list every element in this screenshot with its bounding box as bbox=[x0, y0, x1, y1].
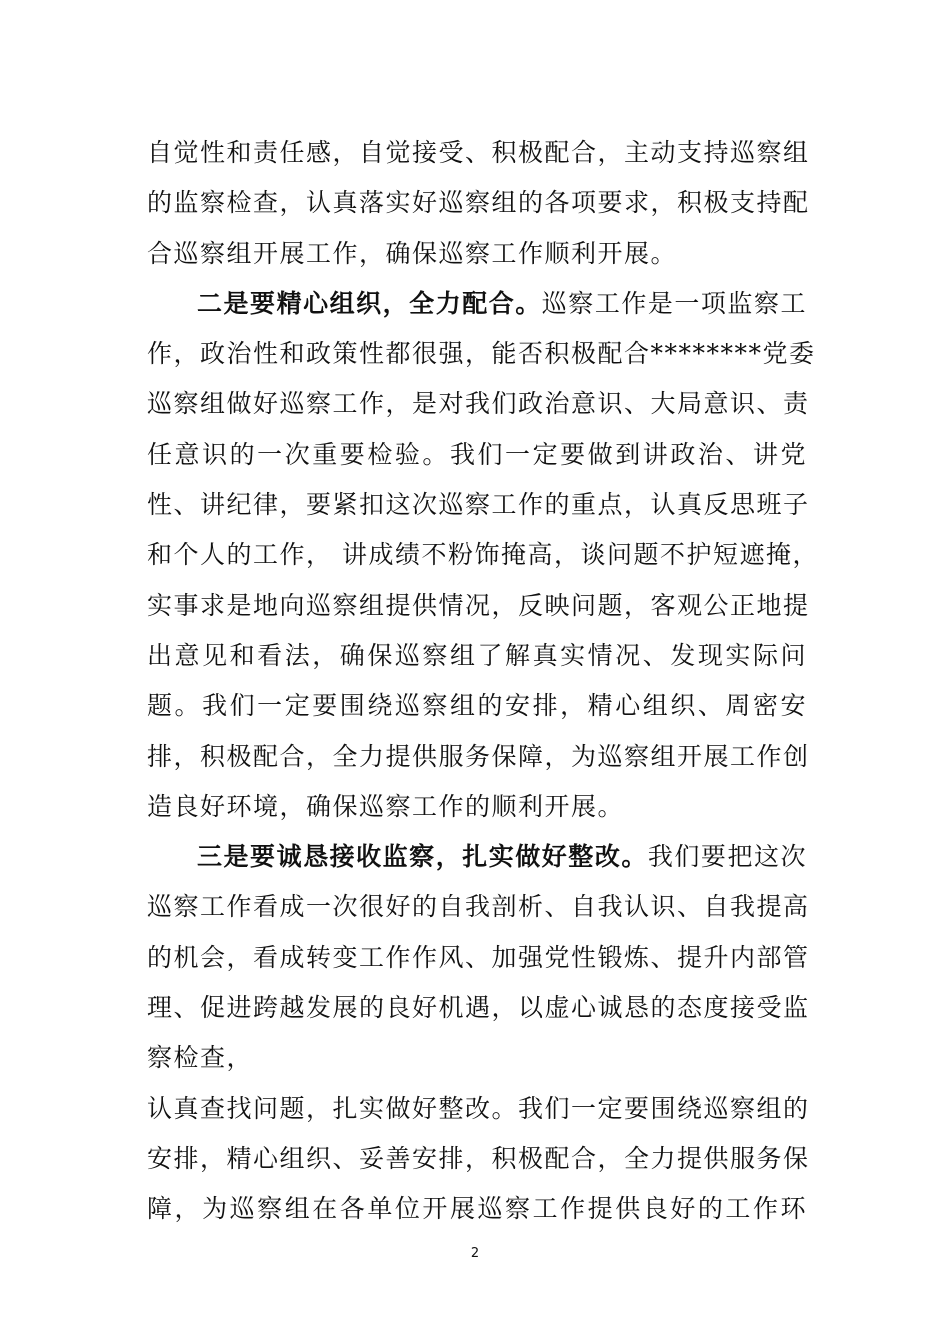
line-text: 巡察工作看成一次很好的自我剖析、自我认识、自我提高 bbox=[147, 892, 810, 922]
line-text: 题。我们一定要围绕巡察组的安排，精心组织、周密安 bbox=[147, 691, 807, 721]
line-text: 障，为巡察组在各单位开展巡察工作提供良好的工作环 bbox=[147, 1194, 807, 1224]
line-text: 出意见和看法，确保巡察组了解真实情况、发现实际问 bbox=[147, 640, 807, 670]
line-text: 认真查找问题，扎实做好整改。我们一定要围绕巡察组的 bbox=[147, 1093, 810, 1123]
text-line bbox=[147, 128, 810, 178]
text-line bbox=[147, 681, 807, 731]
text-line bbox=[147, 1184, 807, 1234]
page-number: 2 bbox=[470, 1246, 480, 1261]
paragraph-lead: 三是要诚恳接收监察，扎实做好整改。 bbox=[197, 842, 648, 872]
line-text: 安排，精心组织、妥善安排，积极配合，全力提供服务保 bbox=[147, 1143, 810, 1173]
text-line bbox=[147, 279, 807, 329]
text-line bbox=[147, 782, 807, 832]
line-text: 性、讲纪律，要紧扣这次巡察工作的重点，认真反思班子 bbox=[147, 490, 810, 520]
line-text: 排，积极配合，全力提供服务保障，为巡察组开展工作创 bbox=[147, 741, 810, 771]
text-line bbox=[147, 933, 810, 983]
line-text: 察检查， bbox=[147, 1043, 254, 1073]
text-line bbox=[147, 732, 810, 782]
text-line bbox=[147, 581, 810, 631]
line-text: 的机会，看成转变工作作风、加强党性锻炼、提升内部管 bbox=[147, 942, 810, 972]
text-line bbox=[147, 229, 807, 279]
line-text: 造良好环境，确保巡察工作的顺利开展。 bbox=[147, 791, 625, 821]
body-text bbox=[147, 128, 819, 1235]
line-text: 任意识的一次重要检验。我们一定要做到讲政治、讲党 bbox=[147, 439, 807, 469]
line-text: 自觉性和责任感，自觉接受、积极配合，主动支持巡察组 bbox=[147, 138, 810, 167]
text-line bbox=[147, 882, 810, 932]
line-text: 和个人的工作， 讲成绩不粉饰掩高，谈问题不护短遮掩， bbox=[147, 540, 819, 570]
text-line bbox=[147, 832, 807, 882]
text-line bbox=[147, 983, 810, 1033]
text-line bbox=[147, 631, 807, 681]
line-text: 巡察工作是一项监察工 bbox=[541, 288, 807, 318]
paragraph-lead: 二是要精心组织，全力配合。 bbox=[197, 288, 542, 318]
line-text: 理、促进跨越发展的良好机遇，以虚心诚恳的态度接受监 bbox=[147, 993, 810, 1023]
text-line bbox=[147, 430, 807, 480]
text-line bbox=[147, 530, 819, 580]
line-text: 巡察组做好巡察工作，是对我们政治意识、大局意识、责 bbox=[147, 389, 810, 419]
text-line bbox=[147, 329, 816, 379]
line-text: 我们要把这次 bbox=[647, 842, 807, 872]
text-line bbox=[147, 1084, 810, 1134]
line-text: 实事求是地向巡察组提供情况，反映问题，客观公正地提 bbox=[147, 590, 810, 620]
text-line bbox=[147, 1033, 807, 1083]
text-line bbox=[147, 379, 810, 429]
text-line bbox=[147, 1134, 810, 1184]
text-line bbox=[147, 178, 810, 228]
line-text: 作，政治性和政策性都很强，能否积极配合********党委 bbox=[147, 339, 816, 369]
text-line bbox=[147, 480, 810, 530]
line-text: 合巡察组开展工作，确保巡察工作顺利开展。 bbox=[147, 238, 678, 268]
line-text: 的监察检查，认真落实好巡察组的各项要求，积极支持配 bbox=[147, 188, 810, 218]
